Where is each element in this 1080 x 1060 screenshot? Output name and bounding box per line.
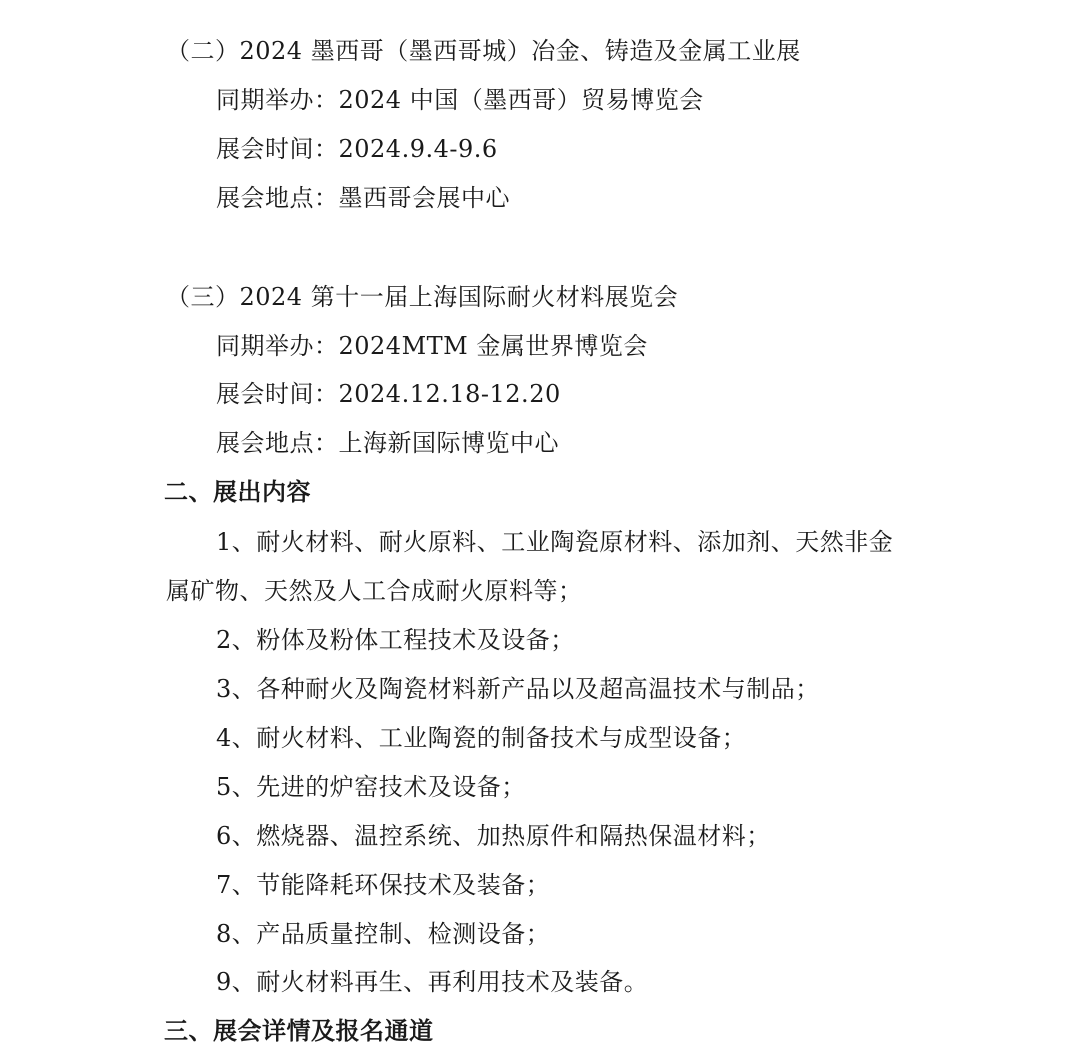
exhibition-2-title: （二）2024 墨西哥（墨西哥城）冶金、铸造及金属工业展 — [166, 37, 801, 65]
exhibit-item-8: 8、产品质量控制、检测设备； — [216, 920, 551, 948]
exhibition-3-title: （三）2024 第十一届上海国际耐火材料展览会 — [166, 283, 679, 311]
exhibit-item-7: 7、节能降耗环保技术及装备； — [216, 871, 551, 899]
exhibit-item-3: 3、各种耐火及陶瓷材料新产品以及超高温技术与制品； — [216, 675, 820, 703]
exhibit-item-6: 6、燃烧器、温控系统、加热原件和隔热保温材料； — [216, 822, 771, 850]
exhibition-3-venue: 展会地点：上海新国际博览中心 — [216, 429, 559, 457]
exhibition-3-concurrent: 同期举办：2024MTM 金属世界博览会 — [216, 332, 648, 360]
exhibition-2-time: 展会时间：2024.9.4-9.6 — [216, 135, 498, 163]
section-heading-details: 三、展会详情及报名通道 — [164, 1017, 434, 1045]
exhibit-item-1: 1、耐火材料、耐火原料、工业陶瓷原材料、添加剂、天然非金 — [216, 528, 894, 556]
section-heading-exhibits: 二、展出内容 — [164, 478, 311, 506]
exhibit-item-5: 5、先进的炉窑技术及设备； — [216, 773, 526, 801]
exhibition-3-time: 展会时间：2024.12.18-12.20 — [216, 380, 561, 408]
exhibit-item-1-continued: 属矿物、天然及人工合成耐火原料等； — [166, 577, 583, 605]
exhibition-2-concurrent: 同期举办：2024 中国（墨西哥）贸易博览会 — [216, 86, 704, 114]
exhibition-2-venue: 展会地点：墨西哥会展中心 — [216, 184, 510, 212]
exhibit-item-9: 9、耐火材料再生、再利用技术及装备。 — [216, 968, 649, 996]
exhibit-item-2: 2、粉体及粉体工程技术及设备； — [216, 626, 575, 654]
exhibit-item-4: 4、耐火材料、工业陶瓷的制备技术与成型设备； — [216, 724, 747, 752]
